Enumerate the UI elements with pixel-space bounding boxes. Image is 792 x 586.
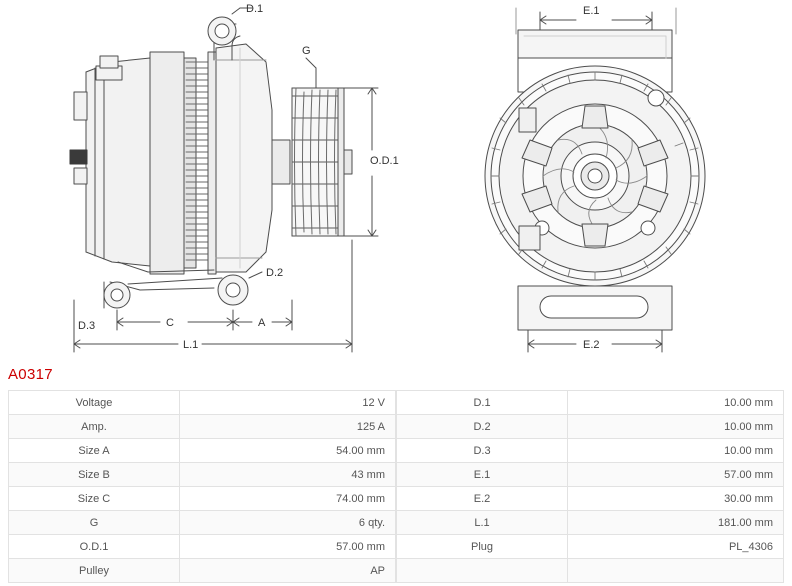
specifications	[8, 390, 784, 583]
spec-value: 125 A	[180, 415, 396, 439]
spec-value: 57.00 mm	[568, 463, 784, 487]
table-row	[9, 415, 396, 439]
spec-value: 43 mm	[180, 463, 396, 487]
table-row	[9, 439, 396, 463]
label-d3: D.3	[78, 320, 96, 332]
spec-value: 57.00 mm	[180, 535, 396, 559]
spec-key: O.D.1	[9, 535, 180, 559]
label-g: G	[302, 45, 311, 57]
label-d1: D.1	[246, 3, 264, 15]
table-row	[397, 439, 784, 463]
spec-value: 181.00 mm	[568, 511, 784, 535]
table-row	[397, 463, 784, 487]
spec-key: Size B	[9, 463, 180, 487]
spec-value: 10.00 mm	[568, 415, 784, 439]
label-l1: L.1	[183, 339, 199, 351]
part-number: A0317	[8, 366, 53, 383]
spec-key: E.2	[397, 487, 568, 511]
spec-value: AP	[180, 559, 396, 583]
table-row	[9, 463, 396, 487]
label-e1: E.1	[583, 5, 600, 17]
spec-value: 74.00 mm	[180, 487, 396, 511]
spec-key: Amp.	[9, 415, 180, 439]
table-row	[397, 511, 784, 535]
spec-value: 30.00 mm	[568, 487, 784, 511]
dim-c	[117, 310, 233, 330]
spec-table-right	[396, 390, 784, 583]
leader-d1	[232, 8, 240, 14]
table-row	[9, 487, 396, 511]
label-od1: O.D.1	[370, 155, 399, 167]
table-row	[9, 511, 396, 535]
spec-value: 6 qty.	[180, 511, 396, 535]
table-row	[397, 535, 784, 559]
spec-key: Plug	[397, 535, 568, 559]
spec-key: D.1	[397, 391, 568, 415]
table-row	[397, 415, 784, 439]
spec-value: PL_4306	[568, 535, 784, 559]
spec-key: Pulley	[9, 559, 180, 583]
spec-value-empty	[568, 559, 784, 583]
label-e2: E.2	[583, 339, 600, 351]
table-row	[397, 487, 784, 511]
label-c: C	[166, 317, 174, 329]
side-view-body	[70, 17, 352, 308]
front-view-body	[485, 8, 705, 352]
table-row	[397, 391, 784, 415]
spec-table-left	[8, 390, 396, 583]
spec-key: D.3	[397, 439, 568, 463]
table-row	[9, 535, 396, 559]
spec-value: 12 V	[180, 391, 396, 415]
spec-key-empty	[397, 559, 568, 583]
spec-value: 54.00 mm	[180, 439, 396, 463]
spec-key: Size A	[9, 439, 180, 463]
spec-key: G	[9, 511, 180, 535]
spec-key: D.2	[397, 415, 568, 439]
label-a: A	[258, 317, 266, 329]
spec-key: Size C	[9, 487, 180, 511]
table-row	[9, 391, 396, 415]
spec-value: 10.00 mm	[568, 439, 784, 463]
spec-key: Voltage	[9, 391, 180, 415]
spec-value: 10.00 mm	[568, 391, 784, 415]
table-row-empty	[397, 559, 784, 583]
spec-key: L.1	[397, 511, 568, 535]
label-d2: D.2	[266, 267, 284, 279]
spec-key: E.1	[397, 463, 568, 487]
table-row	[9, 559, 396, 583]
